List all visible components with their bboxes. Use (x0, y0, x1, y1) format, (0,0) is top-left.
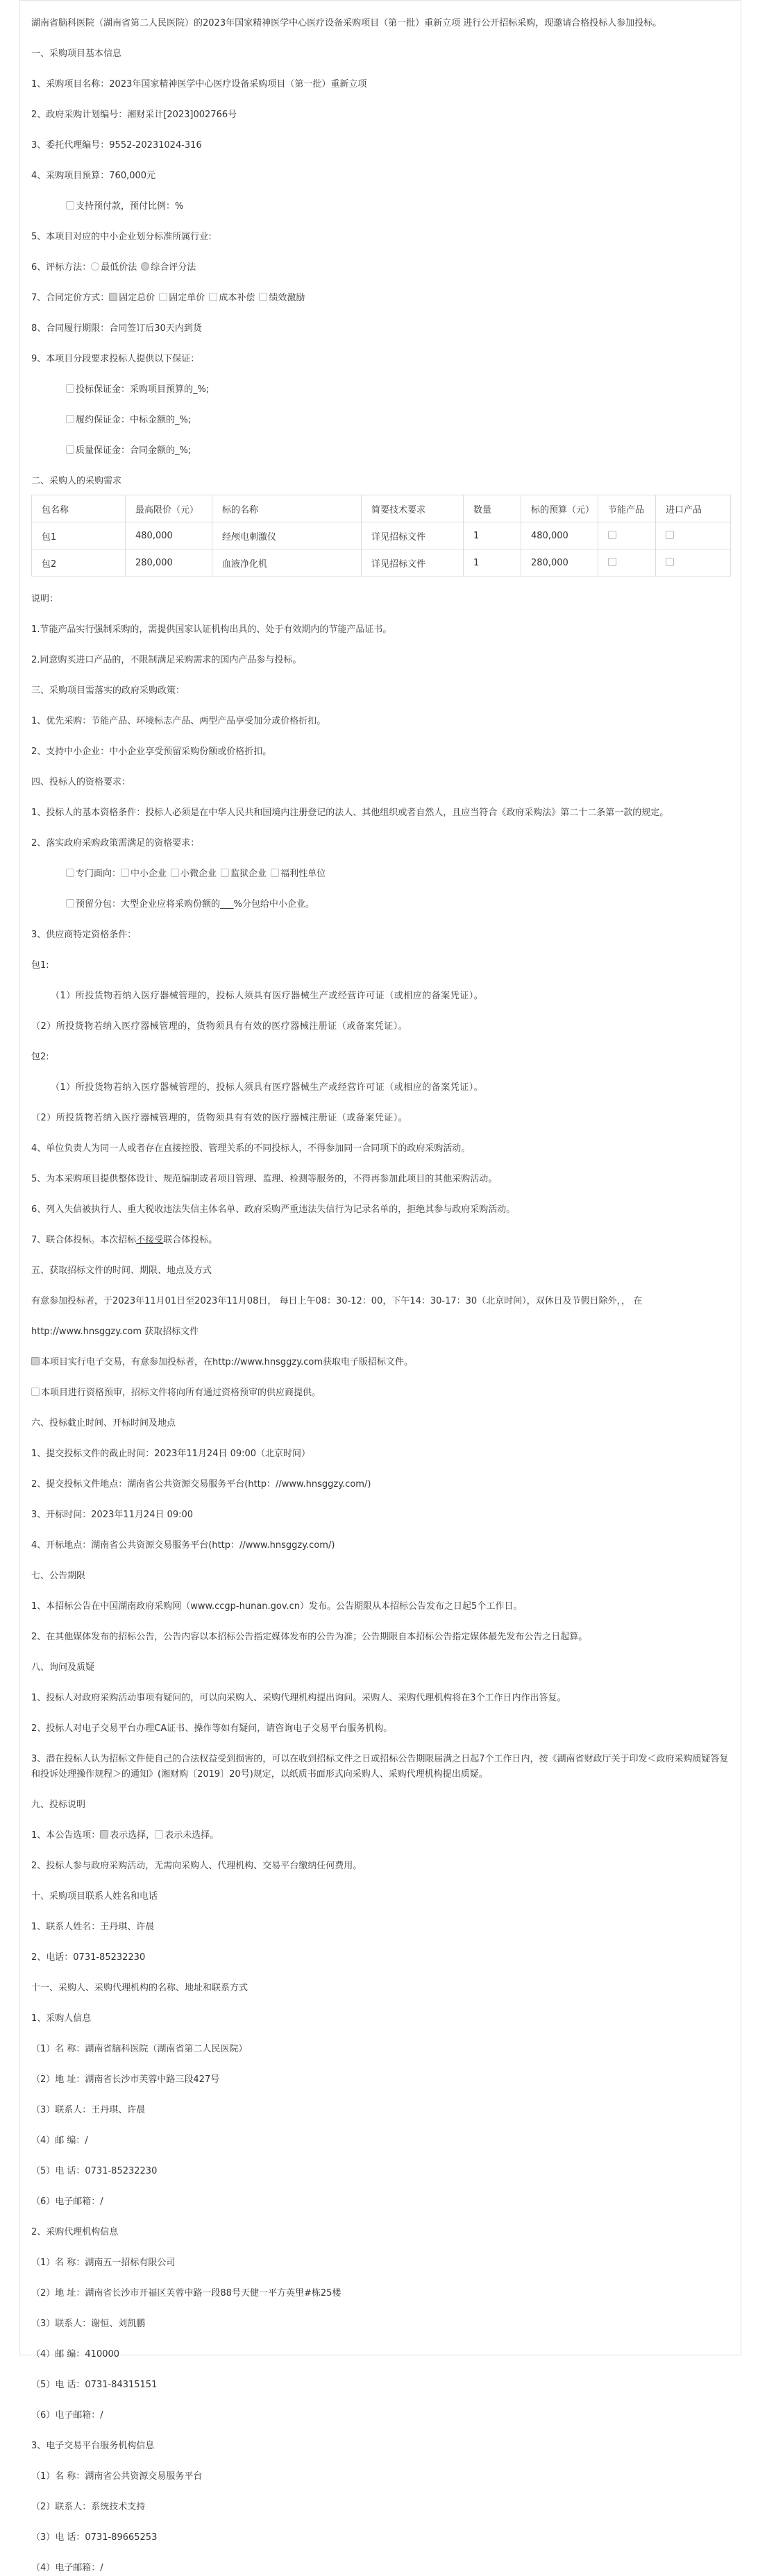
platform-contact: （2）联系人：系统技术支持 (31, 2502, 146, 2512)
checkbox-icon (209, 293, 217, 301)
buyer-email: （6）电子邮箱：/ (31, 2197, 103, 2207)
project-budget: 4、采购项目预算：760,000元 (31, 171, 156, 181)
contract-term: 8、合同履行期限：合同签订后30天内到货 (31, 323, 202, 334)
qualification-4: 4、单位负责人为同一人或者存在直接控股、管理关系的不同投标人，不得参加同一合同项下的政府采购活动。 (31, 1143, 471, 1154)
bid-deadline: 1、提交投标文件的截止时间：2023年11月24日 09:00（北京时间） (31, 1449, 311, 1459)
imported-checkbox (666, 558, 674, 566)
bid-location: 2、提交投标文件地点：湖南省公共资源交易服务平台(http：//www.hnsggzy.com/) (31, 1479, 371, 1490)
special-target: 专门面向： 中小企业 小微企业 监狱企业 福利性单位 (31, 867, 730, 882)
checkbox-icon (121, 869, 129, 877)
column-header: 节能产品 (598, 495, 656, 522)
checkbox-icon (155, 1830, 163, 1839)
qualification-5: 5、为本采购项目提供整体设计、规范编制或者项目管理、监理、检测等服务的，不得再参加此项目的其他采购活动。 (31, 1174, 498, 1184)
note-2: 2.同意购买进口产品的，不限制满足采购需求的国内产品参与投标。 (31, 655, 302, 665)
obtain-documents: 有意参加投标者，于2023年11月01日至2023年11月08日， 每日上午08：30-12：00，下午14：30-17：30（北京时间），双休日及节假日除外，， 在 (31, 1296, 643, 1306)
project-name: 1、采购项目名称：2023年国家精神医学中心医疗设备采购项目（第一批）重新立项 (31, 79, 367, 89)
radio-icon (91, 262, 99, 271)
section-3-heading: 三、采购项目需落实的政府采购政策： (31, 685, 185, 696)
column-header: 简要技术要求 (362, 495, 464, 522)
obtain-url[interactable]: http://www.hnsggzy.com 获取招标文件 (31, 1327, 199, 1337)
section-8-heading: 八、询问及质疑 (31, 1662, 95, 1673)
checkbox-icon (66, 899, 74, 907)
column-header: 标的名称 (212, 495, 362, 522)
tender-announcement (19, 0, 741, 2573)
reserve-subcontract: 预留分包：大型企业应将采购份额的___%分包给中小企业。 (31, 897, 730, 912)
requirements-table (31, 495, 731, 577)
section-7-heading: 七、公告期限 (31, 1571, 86, 1581)
agency-number: 3、委托代理编号：9552-20231024-316 (31, 140, 202, 151)
package-1-req-1: （1）所投货物若纳入医疗器械管理的，投标人须具有医疗器械生产或经营许可证（或相应的备案凭证）。 (51, 991, 484, 1001)
agent-contact: （3）联系人：谢恒、刘凯鹏 (31, 2319, 146, 2329)
buyer-postcode: （4）邮 编：/ (31, 2135, 88, 2146)
no-fees: 2、投标人参与政府采购活动，无需向采购人、代理机构、交易平台缴纳任何费用。 (31, 1861, 362, 1871)
buyer-phone: （5）电 话：0731-85232230 (31, 2166, 158, 2176)
qualification-7: 7、联合体投标。本次招标不接受联合体投标。 (31, 1235, 218, 1245)
checkbox-checked-icon (109, 293, 117, 301)
agent-name: （1）名 称：湖南五一招标有限公司 (31, 2258, 176, 2268)
buyer-address: （2）地 址：湖南省长沙市芙蓉中路三段427号 (31, 2074, 220, 2085)
table-row: 包2 280,000 血液净化机 详见招标文件 1 280,000 (32, 549, 731, 577)
table-header-row (32, 495, 731, 522)
guarantee-performance: 履约保证金：中标金额的_%; (31, 413, 730, 428)
checkbox-icon (66, 415, 74, 423)
agent-postcode: （4）邮 编：410000 (31, 2349, 120, 2360)
checkbox-icon (259, 293, 267, 301)
pricing-method: 7、合同定价方式： 固定总价 固定单价 成本补偿 绩效激励 (31, 293, 305, 303)
evaluation-method: 6、评标方法： 最低价法 综合评分法 (31, 262, 196, 273)
buyer-contact: （3）联系人：王丹琪、许晨 (31, 2105, 146, 2115)
checkbox-checked-icon (100, 1830, 108, 1839)
platform-heading: 3、电子交易平台服务机构信息 (31, 2441, 155, 2451)
section-5-heading: 五、获取招标文件的时间、期限、地点及方式 (31, 1265, 212, 1276)
column-header: 进口产品 (656, 495, 731, 522)
sme-industry: 5、本项目对应的中小企业划分标准所属行业: (31, 232, 212, 242)
checkbox-icon (221, 869, 229, 877)
contact-phone: 2、电话：0731-85232230 (31, 1952, 146, 1963)
package-2-req-1: （1）所投货物若纳入医疗器械管理的，投标人须具有医疗器械生产或经营许可证（或相应的备案凭证）。 (51, 1082, 484, 1093)
checkbox-icon (66, 869, 74, 877)
qualification-6: 6、列入失信被执行人、重大税收违法失信主体名单、政府采购严重违法失信行为记录名单的，拒绝其参与政府采购活动。 (31, 1204, 516, 1215)
package-2-req-2: （2）所投货物若纳入医疗器械管理的，货物须具有有效的医疗器械注册证（或备案凭证）。 (31, 1113, 408, 1123)
qualification-1: 1、投标人的基本资格条件：投标人必须是在中华人民共和国境内注册登记的法人、其他组织或者自然人，且应当符合《政府采购法》第二十二条第一款的规定。 (31, 808, 669, 818)
platform-phone: （3）电 话：0731-89665253 (31, 2532, 158, 2543)
section-9-heading: 九、投标说明 (31, 1800, 86, 1810)
column-header: 数量 (464, 495, 521, 522)
checkbox-checked-icon (31, 1357, 40, 1365)
energy-saving-checkbox (608, 558, 616, 566)
plan-number: 2、政府采购计划编号：湘财采计[2023]002766号 (31, 110, 237, 120)
package-2-label: 包2: (31, 1052, 49, 1062)
section-4-heading: 四、投标人的资格要求： (31, 777, 131, 787)
guarantee-quality: 质量保证金：合同金额的_%; (31, 443, 730, 459)
buyer-name: （1）名 称：湖南省脑科医院（湖南省第二人民医院） (31, 2044, 248, 2054)
note-label: 说明： (31, 594, 59, 604)
agent-email: （6）电子邮箱：/ (31, 2410, 103, 2421)
table-row: 包1 480,000 经颅电刺激仪 详见招标文件 1 480,000 (32, 522, 731, 549)
buyer-heading: 1、采购人信息 (31, 2013, 92, 2024)
note-1: 1.节能产品实行强制采购的，需提供国家认证机构出具的、处于有效期内的节能产品证书。 (31, 624, 392, 635)
notice-period-2: 2、在其他媒体发布的招标公告，公告内容以本招标公告指定媒体发布的公告为准；公告期限自本招标公告指定媒体最先发布公告之日起算。 (31, 1632, 588, 1642)
inquiry-2: 2、投标人对电子交易平台办理CA证书、操作等如有疑问，请咨询电子交易平台服务机构。 (31, 1723, 393, 1734)
guarantee-bid: 投标保证金：采购项目预算的_%; (31, 382, 730, 398)
platform-name: （1）名 称：湖南省公共资源交易服务平台 (31, 2471, 203, 2482)
column-header: 标的预算（元） (521, 495, 598, 522)
inquiry-1: 1、投标人对政府采购活动事项有疑问的，可以向采购人、采购代理机构提出询问。采购人、采购代理机构将在3个工作日内作出答复。 (31, 1693, 566, 1703)
advance-payment: 支持预付款，预付比例：% (31, 199, 730, 214)
notice-period-1: 1、本招标公告在中国湖南政府采购网（www.ccgp-hunan.gov.cn）发布。公告期限从本招标公告发布之日起5个工作日。 (31, 1601, 523, 1612)
platform-email: （4）电子邮箱：/ (31, 2563, 103, 2573)
opening-location: 4、开标地点：湖南省公共资源交易服务平台(http：//www.hnsggzy.com/) (31, 1540, 335, 1551)
electronic-trade: 本项目实行电子交易，有意参加投标者，在http://www.hnsggzy.com获取电子版招标文件。 (31, 1355, 730, 1370)
guarantee-requirement: 9、本项目分段要求投标人提供以下保证： (31, 354, 200, 364)
checkbox-icon (171, 869, 179, 877)
section-11-heading: 十一、采购人、采购代理机构的名称、地址和联系方式 (31, 1983, 248, 1993)
imported-checkbox (666, 531, 674, 539)
prequalification: 本项目进行资格预审，招标文件将向所有通过资格预审的供应商提供。 (31, 1385, 730, 1401)
agent-heading: 2、采购代理机构信息 (31, 2227, 119, 2237)
radio-selected-icon (141, 262, 149, 271)
policy-1: 1、优先采购：节能产品、环境标志产品、两型产品享受加分或价格折扣。 (31, 716, 326, 726)
column-header: 最高限价（元） (126, 495, 212, 522)
checkbox-icon (66, 384, 74, 393)
column-header: 包名称 (32, 495, 126, 522)
checkbox-icon (31, 1388, 40, 1396)
section-6-heading: 六、投标截止时间、开标时间及地点 (31, 1418, 176, 1428)
agent-phone: （5）电 话：0731-84315151 (31, 2380, 158, 2390)
qualification-2: 2、落实政府采购政策需满足的资格要求： (31, 838, 200, 848)
qualification-3: 3、供应商特定资格条件： (31, 930, 137, 940)
inquiry-3: 3、潜在投标人认为招标文件使自己的合法权益受到损害的，可以在收到招标文件之日或招标公告期限届满之日起7个工作日内，按《湖南省财政厅关于印发＜政府采购质疑答复和投诉处理操作规程＞的通知》(湘财购〔2019〕20号)规定，以纸质书面形式向采购人、采购代理机构提出质疑。 (31, 1754, 729, 1780)
checkbox-icon (159, 293, 167, 301)
legend-options: 1、本公告选项： 表示选择， 表示未选择。 (31, 1830, 219, 1841)
section-1-heading: 一、采购项目基本信息 (31, 49, 122, 59)
energy-saving-checkbox (608, 531, 616, 539)
package-1-req-2: （2）所投货物若纳入医疗器械管理的，货物须具有有效的医疗器械注册证（或备案凭证）。 (31, 1021, 408, 1032)
section-10-heading: 十、采购项目联系人姓名和电话 (31, 1891, 158, 1902)
contact-name: 1、联系人姓名：王丹琪、许晨 (31, 1922, 155, 1932)
section-2-heading: 二、采购人的采购需求 (31, 476, 122, 486)
checkbox-icon (66, 201, 74, 210)
checkbox-icon (271, 869, 279, 877)
intro-paragraph: 湖南省脑科医院（湖南省第二人民医院）的2023年国家精神医学中心医疗设备采购项目（第一批）重新立项 进行公开招标采购，现邀请合格投标人参加投标。 (31, 18, 662, 28)
opening-time: 3、开标时间：2023年11月24日 09:00 (31, 1510, 194, 1520)
checkbox-icon (66, 445, 74, 454)
policy-2: 2、支持中小企业：中小企业享受预留采购份额或价格折扣。 (31, 747, 272, 757)
package-1-label: 包1: (31, 960, 49, 971)
agent-address: （2）地 址：湖南省长沙市开福区芙蓉中路一段88号天健一平方英里#栋25楼 (31, 2288, 342, 2298)
